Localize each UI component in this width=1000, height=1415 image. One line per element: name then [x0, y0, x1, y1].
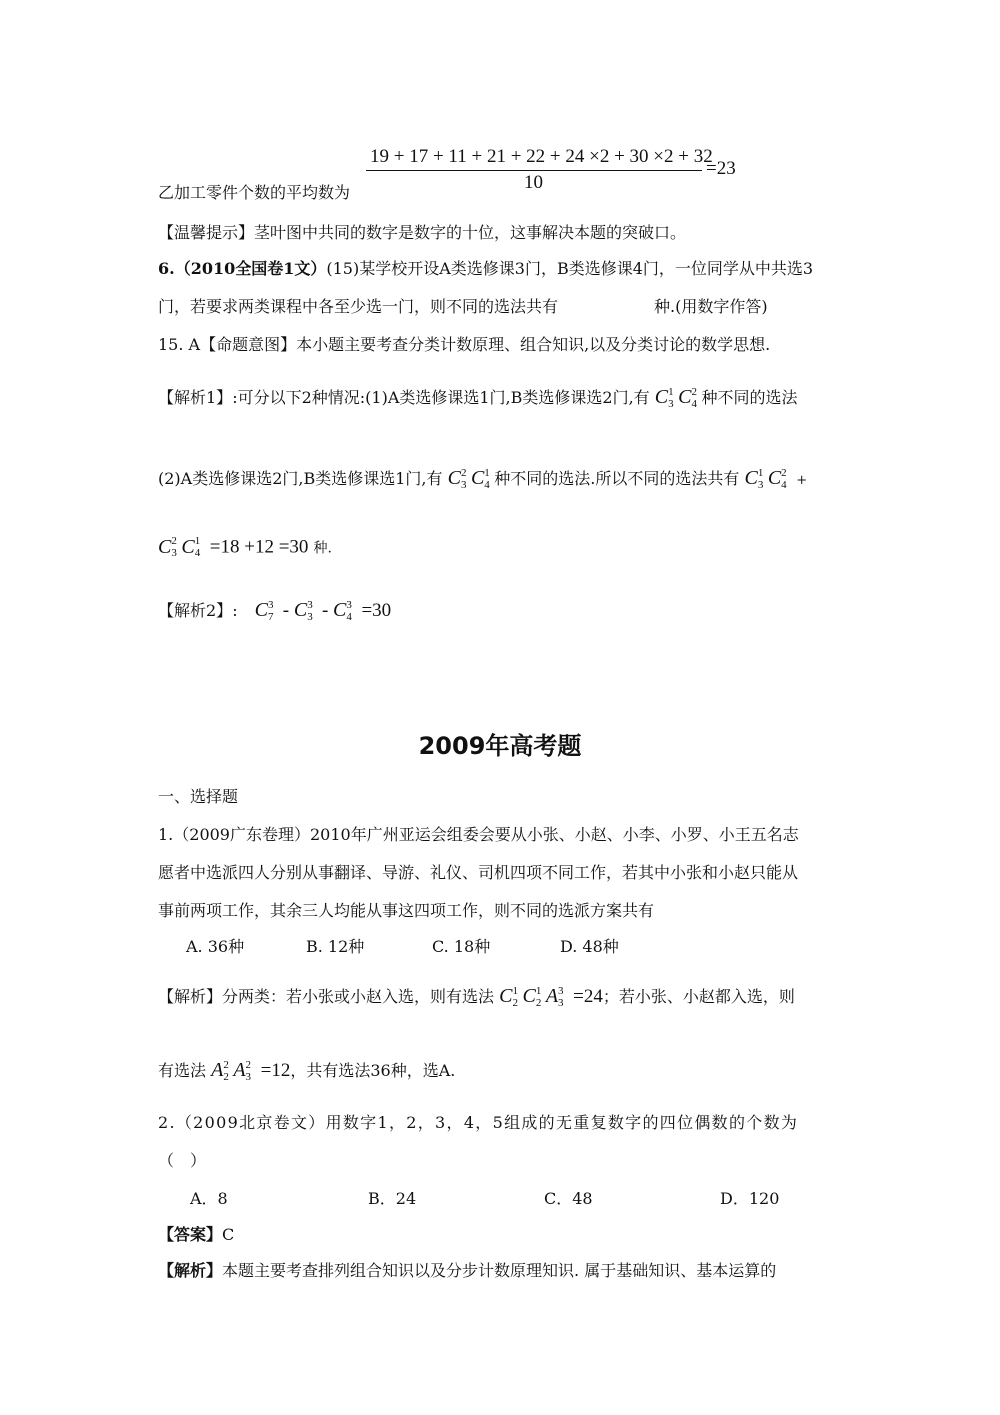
q1-sol-b: ；若小张、小赵都入选，则	[602, 987, 795, 1006]
q2-answer: C	[222, 1225, 235, 1244]
sol1-eq: =18 +12 =30	[209, 536, 309, 558]
q2-option-a: A．8	[190, 1189, 228, 1208]
q2-line1: 2.（2009北京卷文）用数字1，2，3，4，5组成的无重复数字的四位偶数的个数为	[158, 1113, 799, 1132]
tip-text: 茎叶图中共同的数字是数字的十位，这事解决本题的突破口。	[254, 223, 687, 242]
q1-sol-a: 分两类：若小张或小赵入选，则有选法	[222, 987, 495, 1006]
combination-expr: C 3 7 - C 3 3 - C 3 4	[254, 598, 352, 623]
q2-answer-line	[158, 1222, 234, 1245]
sol2-colon: :	[232, 601, 238, 620]
q1-option-c: C. 18种	[432, 937, 491, 956]
sol1-plus: +	[796, 473, 808, 488]
sol1-line3	[158, 535, 332, 559]
q6-text2a: 门，若要求两类课程中各至少选一门，则不同的选法共有	[158, 297, 559, 316]
q2-option-d: D．120	[720, 1189, 780, 1208]
q1-line2: 愿者中选派四人分别从事翻译、导游、礼仪、司机四项不同工作，若其中小张和小赵只能从	[158, 863, 799, 882]
sol2-line	[158, 598, 391, 623]
q2-sol-tag: 【解析】	[158, 1261, 223, 1280]
q6-line1	[158, 256, 813, 279]
sol2-expr: =30	[361, 600, 392, 621]
sol1-text: :可分以下2种情况:(1)A类选修课选1门,B类选修课选2门,有	[232, 388, 650, 407]
q6-source: （2010全国卷1文）	[174, 259, 327, 278]
fraction-result: =23	[706, 158, 736, 179]
sol1-tag: 【解析1】	[158, 388, 233, 407]
q6-text1: (15)某学校开设A类选修课3门，B类选修课4门，一位同学从中共选3	[326, 259, 814, 278]
combination-c31-c42-b: C 1 3 C 2 4	[744, 466, 787, 491]
q1-sol-tag: 【解析】	[158, 987, 223, 1006]
sol1-line2	[158, 466, 807, 491]
sol1-end: 种.	[313, 540, 332, 557]
q1-sol-eq1: =24	[573, 986, 603, 1007]
q6-intent: 15. A【命题意图】本小题主要考查分类计数原理、组合知识,以及分类讨论的数学思想.	[158, 335, 771, 354]
section-title: 2009年高考题	[418, 732, 582, 760]
q1-option-a: A. 36种	[186, 937, 245, 956]
combination-c32-c41-b: C 2 3 C 1 4	[158, 535, 201, 559]
q2-line2: （ ）	[158, 1151, 207, 1170]
sol1-text2b: 种不同的选法.所以不同的选法共有	[494, 469, 740, 488]
q2-answer-tag: 【答案】	[158, 1225, 223, 1244]
q2-option-b: B．24	[368, 1189, 417, 1208]
q1-line3: 事前两项工作，其余三人均能从事这四项工作，则不同的选派方案共有	[158, 901, 655, 920]
q1-line1: 1.（2009广东卷理）2010年广州亚运会组委会要从小张、小赵、小李、小罗、小王五名志	[158, 825, 799, 844]
combination-c31-c42: C 1 3 C 2 4	[654, 385, 697, 410]
q1-sol-d: ，共有选法36种，选A.	[290, 1061, 456, 1080]
q2-sol: 本题主要考查排列组合知识以及分步计数原理知识. 属于基础知识、基本运算的	[222, 1261, 777, 1280]
combination-c21-c21-a33: C 1 2 C 1 2 A 3 3	[499, 984, 564, 1009]
fraction-denominator: 10	[524, 172, 543, 193]
part-title: 一、选择题	[158, 787, 239, 806]
combination-c32-c41: C 2 3 C 1 4	[447, 466, 490, 491]
q1-option-b: B. 12种	[306, 937, 365, 956]
q2-solution-line	[158, 1258, 776, 1281]
q6-number: 6.	[158, 259, 175, 278]
sol1-after: 种不同的选法	[701, 388, 798, 407]
q1-sol-c: 有选法	[158, 1061, 207, 1080]
average-label: 乙加工零件个数的平均数为	[158, 183, 351, 202]
q1-option-d: D. 48种	[560, 937, 619, 956]
sol2-tag: 【解析2】	[158, 601, 233, 620]
q2-option-c: C．48	[544, 1189, 593, 1208]
sol1-text2a: (2)A类选修课选2门,B类选修课选1门,有	[158, 469, 443, 488]
q1-solution-line2	[158, 1058, 455, 1083]
q6-line2	[158, 294, 768, 317]
q1-sol-eq2: =12	[260, 1060, 291, 1081]
fraction-numerator: 19 + 17 + 11 + 21 + 22 + 24 ×2 + 30 ×2 + 32	[370, 146, 713, 167]
q1-solution-line1	[158, 984, 795, 1009]
tip-tag: 【温馨提示】	[158, 223, 255, 242]
q6-text2b: 种.(用数字作答)	[654, 297, 768, 316]
permutation-a22-a32: A 2 2 A 2 3	[211, 1058, 252, 1083]
fraction-bar	[366, 170, 702, 171]
sol1-line1	[158, 385, 797, 410]
tip-line	[158, 220, 686, 243]
